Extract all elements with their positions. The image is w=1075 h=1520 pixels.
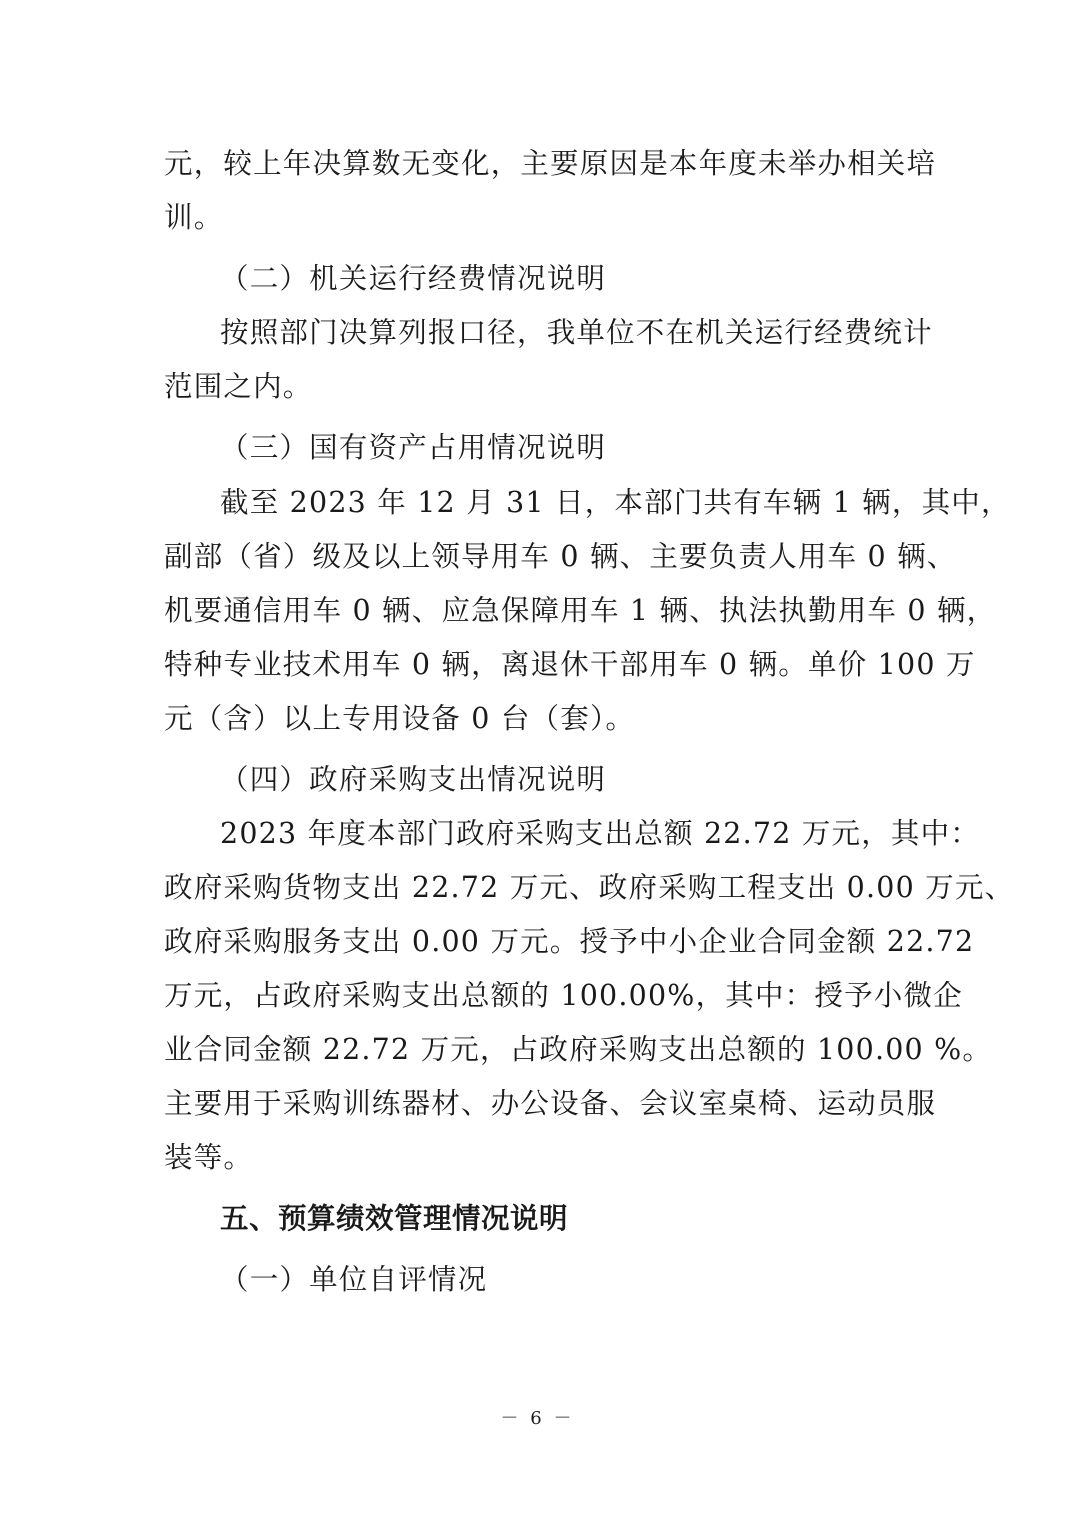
paragraph-line: 副部（省）级及以上领导用车 0 辆、主要负责人用车 0 辆、 — [164, 540, 957, 573]
paragraph-line: 按照部门决算列报口径，我单位不在机关运行经费统计 — [220, 316, 933, 349]
paragraph-line: 装等。 — [164, 1141, 254, 1174]
paragraph-line: 政府采购服务支出 0.00 万元。授予中小企业合同金额 22.72 — [164, 925, 975, 958]
section-heading: （二）机关运行经费情况说明 — [220, 262, 607, 295]
paragraph-line: 主要用于采购训练器材、办公设备、会议室桌椅、运动员服 — [164, 1087, 937, 1120]
paragraph-line: 元，较上年决算数无变化，主要原因是本年度未举办相关培 — [164, 147, 937, 180]
paragraph-line: 业合同金额 22.72 万元，占政府采购支出总额的 100.00 %。 — [164, 1033, 993, 1066]
paragraph-line: 万元，占政府采购支出总额的 100.00%，其中：授予小微企 — [164, 979, 963, 1012]
section-heading: （四）政府采购支出情况说明 — [220, 763, 607, 796]
section-heading: （一）单位自评情况 — [220, 1263, 488, 1296]
paragraph-line: 特种专业技术用车 0 辆，离退休干部用车 0 辆。单价 100 万 — [164, 648, 976, 681]
paragraph-line: 训。 — [164, 201, 224, 234]
paragraph-line: 机要通信用车 0 辆、应急保障用车 1 辆、执法执勤用车 0 辆， — [164, 594, 997, 627]
section-heading: （三）国有资产占用情况说明 — [220, 431, 607, 464]
paragraph-line: 截至 2023 年 12 月 31 日，本部门共有车辆 1 辆，其中， — [220, 486, 1011, 519]
paragraph-line: 2023 年度本部门政府采购支出总额 22.72 万元，其中： — [220, 817, 980, 850]
paragraph-line: 范围之内。 — [164, 370, 313, 403]
paragraph-line: 政府采购货物支出 22.72 万元、政府采购工程支出 0.00 万元、 — [164, 871, 1015, 904]
paragraph-line: 元（含）以上专用设备 0 台（套）。 — [164, 702, 636, 735]
page-number: － 6 － — [500, 1408, 575, 1429]
chapter-heading: 五、预算绩效管理情况说明 — [220, 1202, 569, 1235]
